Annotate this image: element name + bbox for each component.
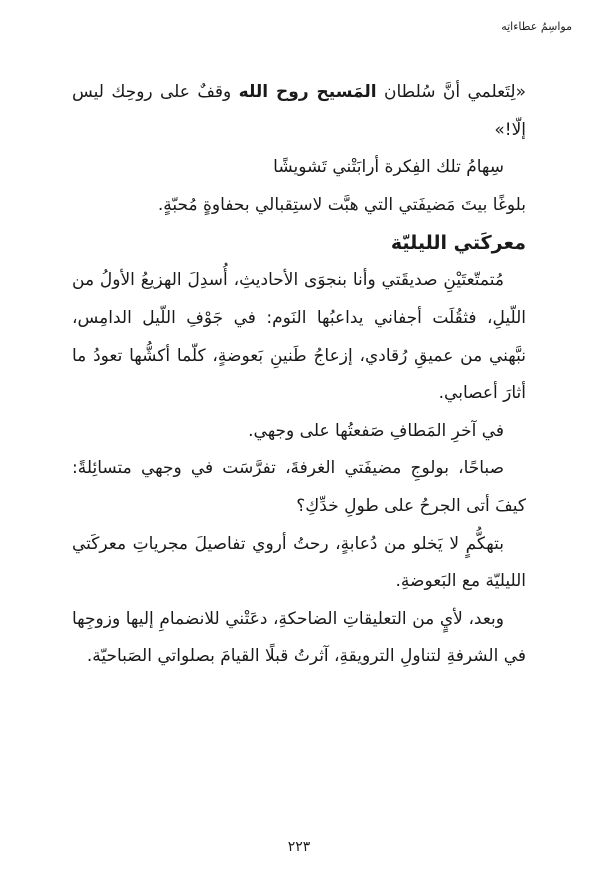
paragraph-4: بتهكُّمٍ لا يَخلو من دُعابةٍ، رحتُ أروي تفاصيلَ مجرياتِ معركَتي الليليّة مع البَعوضةِ. — [72, 533, 526, 592]
paragraph-2: في آخرِ المَطافِ صَفعتُها على وجهي. — [248, 420, 504, 441]
quote-text-start: «لِتَعلمي أنَّ سُلطان — [376, 82, 527, 102]
closing-quote — [72, 74, 526, 149]
page-body — [72, 74, 526, 676]
quote-text-end: وقفٌ على روحِك ليس إلّا!» — [72, 82, 526, 140]
running-header: مواسِمُ عطاءاتِه — [501, 20, 572, 33]
paragraph-1: مُتمتّعتَيْنِ صديقَتي وأنا بنجوَى الأحاديثِ، أُسدِلَ الهزيعُ الأولُ من اللّيلِ، فثقُلَت أجفاني يداعبُها النَوم: في جَوْفِ اللّيل الدامِس، نبَّهني من عميقِ رُقادي، إزعاجُ طَنينِ بَعوضةٍ، كلّما أكشُّها تعودُ ما أثارَ أعصابي. — [72, 270, 526, 404]
quote-bold-phrase: المَسيح روح الله — [238, 82, 377, 102]
verse-line-2: بلوغًا بيتَ مَضيفَتي التي هبَّت لاستِقبالي بحفاوةٍ مُحبّةٍ. — [157, 194, 526, 215]
verse-line-1: سِهامُ تلك الفِكرة أرابَتْني تَشويشًا — [273, 157, 504, 178]
paragraph-3: صباحًا، بولوجِ مضيفَتي الغرفةَ، تفرَّسَت في وجهي متسائِلةً: كيفَ أتى الجرحُ على طولِ خدِّكِ؟ — [72, 458, 526, 516]
page-number: ٢٢٣ — [287, 839, 311, 855]
section-heading: معركَتي الليليّة — [390, 232, 526, 255]
paragraph-5: وبعد، لأيٍ من التعليقاتِ الضاحكةِ، دعَتْني للانضمامِ إليها وزوجِها في الشرفةِ لتناولِ الترويقةِ، آثرتُ قبلًا القيامَ بصلواتي الصَباحيّة. — [72, 608, 526, 667]
